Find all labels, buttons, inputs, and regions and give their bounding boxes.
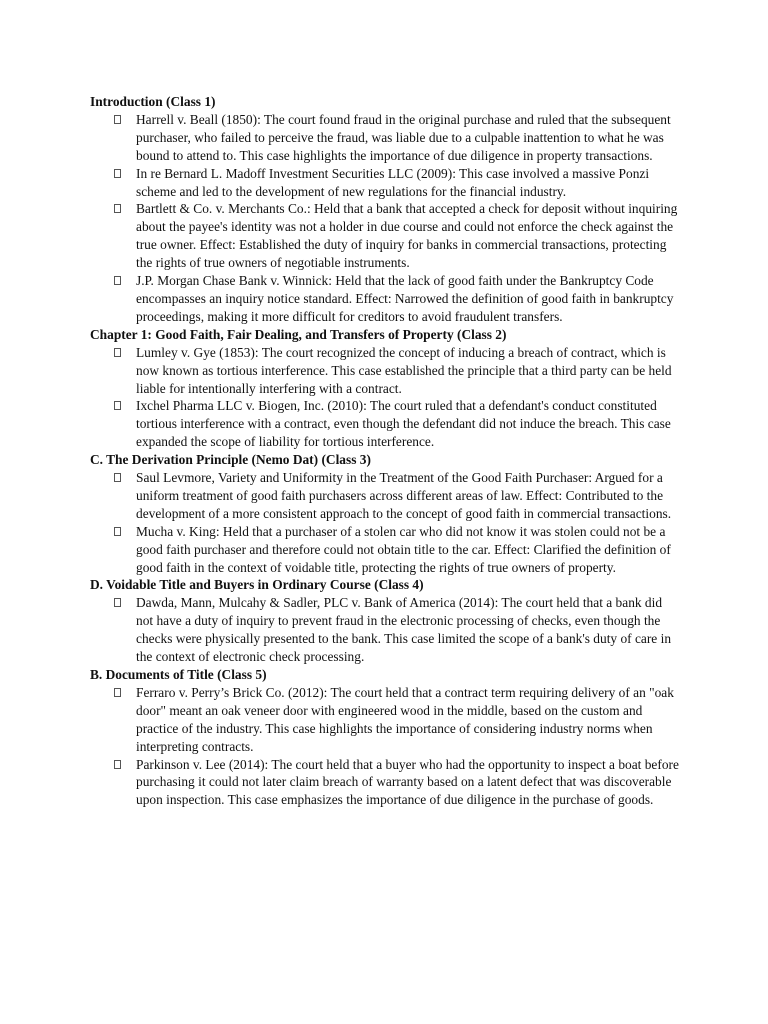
case-list [90, 344, 680, 451]
case-text: Mucha v. King: Held that a purchaser of a stolen car who did not know it was stolen could not be a good faith purchaser and therefore could not obtain title to the car. Effect: Clarified the definition of good faith in the context of voidable title, protecting the rights of true owners of property. [136, 523, 671, 575]
section-heading: C. The Derivation Principle (Nemo Dat) (Class 3) [90, 452, 371, 468]
list-item [90, 165, 680, 201]
case-text: Lumley v. Gye (1853): The court recognized the concept of inducing a breach of contract, which is now known as tortious interference. This case established the principle that a third party can be held liable for intentionally interfering with a contract. [136, 344, 672, 396]
list-item [90, 594, 680, 666]
section-heading: D. Voidable Title and Buyers in Ordinary Course (Class 4) [90, 577, 424, 593]
section-heading: Introduction (Class 1) [90, 94, 216, 109]
list-item [90, 344, 680, 398]
section-derivation-principle [90, 451, 680, 576]
list-item [90, 469, 680, 523]
case-text: Dawda, Mann, Mulcahy & Sadler, PLC v. Bank of America (2014): The court held that a bank did not have a duty of inquiry to prevent fraud in the electronic processing of checks, even though the checks were physically presented to the bank. This case limited the scope of a bank's duty of care in the context of electronic check processing. [136, 595, 672, 665]
missing-glyph-bullet-icon [114, 204, 121, 213]
missing-glyph-bullet-icon [114, 115, 121, 124]
list-item [90, 523, 680, 577]
missing-glyph-bullet-icon [114, 473, 121, 482]
case-text: Bartlett & Co. v. Merchants Co.: Held that a bank that accepted a check for deposit without inquiring about the payee's identity was not a holder in due course and could not enforce the check against the true owner. Effect: Established the duty of inquiry for banks in commercial transactions, protecting the rights of true owners of negotiable instruments. [136, 201, 678, 271]
case-list [90, 111, 680, 326]
section-heading: B. Documents of Title (Class 5) [90, 667, 267, 682]
missing-glyph-bullet-icon [114, 760, 121, 769]
section-voidable-title [90, 576, 680, 666]
list-item [90, 756, 680, 810]
case-text: Ferraro v. Perry’s Brick Co. (2012): The court held that a contract term requiring delivery of an "oak door" meant an oak veneer door with engineered wood in the middle, based on the custom and practice of the industry. This case highlights the importance of considering industry norms when interpreting contracts. [136, 684, 674, 754]
missing-glyph-bullet-icon [114, 598, 121, 607]
missing-glyph-bullet-icon [114, 527, 121, 536]
missing-glyph-bullet-icon [114, 169, 121, 178]
case-list [90, 469, 680, 576]
case-text: Harrell v. Beall (1850): The court found fraud in the original purchase and ruled that the subsequent purchaser, who failed to perceive the fraud, was liable due to a culpable inattention to what he was bound to attend to. This case highlights the importance of due diligence in property transactions. [136, 111, 671, 163]
case-text: J.P. Morgan Chase Bank v. Winnick: Held that the lack of good faith under the Bankruptcy Code encompasses an inquiry notice standard. Effect: Narrowed the definition of good faith in bankruptcy proceedings, making it more difficult for creditors to avoid fraudulent transfers. [136, 273, 674, 324]
section-heading: Chapter 1: Good Faith, Fair Dealing, and Transfers of Property (Class 2) [90, 326, 507, 342]
list-item [90, 111, 680, 165]
list-item [90, 272, 680, 326]
case-text: Parkinson v. Lee (2014): The court held that a buyer who had the opportunity to inspect a boat before purchasing it could not later claim breach of warranty based on a latent defect that was discoverable upon inspection. This case emphasizes the importance of due diligence in the purchase of goods. [136, 756, 679, 808]
missing-glyph-bullet-icon [114, 348, 121, 357]
case-text: Ixchel Pharma LLC v. Biogen, Inc. (2010): The court ruled that a defendant's conduct constituted tortious interference with a contract, even though the defendant did not induce the breach. This case expanded the scope of liability for tortious interference. [136, 398, 671, 450]
missing-glyph-bullet-icon [114, 276, 121, 285]
case-list [90, 684, 680, 809]
section-chapter-1 [90, 326, 680, 451]
section-introduction [90, 93, 680, 326]
list-item [90, 397, 680, 451]
missing-glyph-bullet-icon [114, 401, 121, 410]
case-text: In re Bernard L. Madoff Investment Securities LLC (2009): This case involved a massive Ponzi scheme and led to the development of new regulations for the financial industry. [136, 165, 650, 199]
list-item [90, 684, 680, 756]
missing-glyph-bullet-icon [114, 688, 121, 697]
document-page [90, 93, 680, 809]
section-documents-of-title [90, 666, 680, 809]
case-text: Saul Levmore, Variety and Uniformity in the Treatment of the Good Faith Purchaser: Argued for a uniform treatment of good faith purchasers across different areas of law. Effect: Contributed to the development of a more consistent approach to the concept of good faith in commercial transactions. [136, 470, 672, 521]
list-item [90, 200, 680, 272]
case-list [90, 594, 680, 666]
